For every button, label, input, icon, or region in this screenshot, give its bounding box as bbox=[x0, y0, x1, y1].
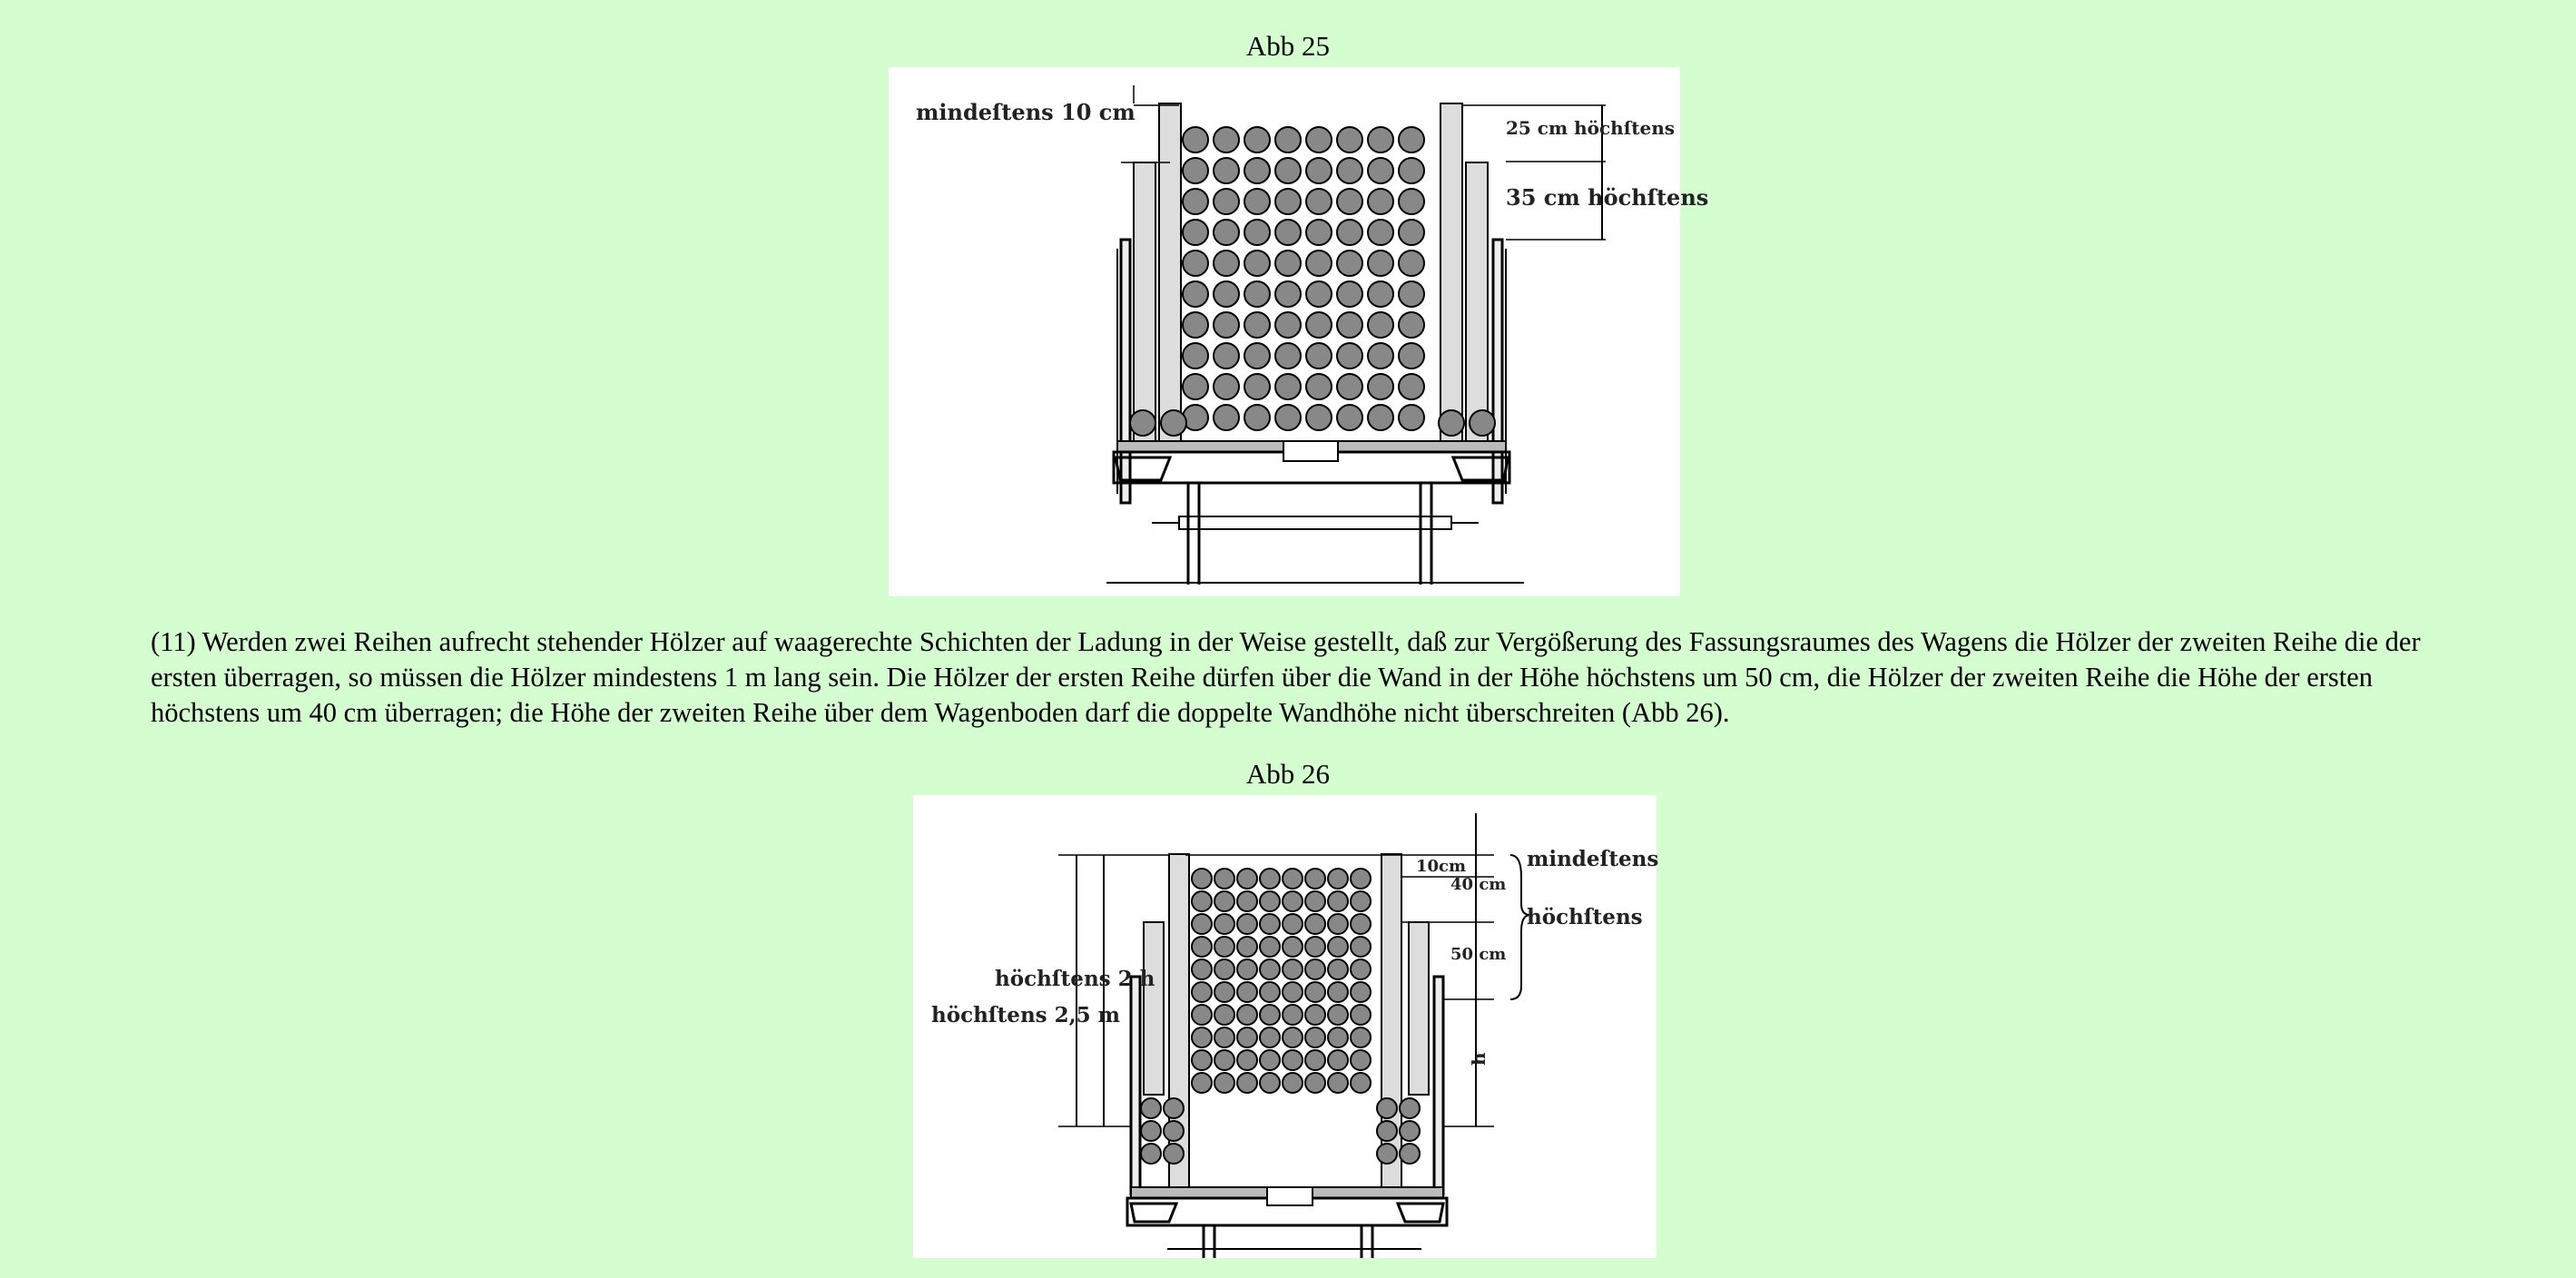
log-end bbox=[1283, 1073, 1303, 1093]
log-end bbox=[1244, 312, 1270, 338]
log-end bbox=[1260, 891, 1280, 911]
log-end bbox=[1275, 405, 1301, 430]
log-end bbox=[1237, 1073, 1257, 1093]
log-end bbox=[1351, 1027, 1371, 1047]
log-end bbox=[1237, 914, 1257, 934]
log-end bbox=[1214, 1050, 1234, 1070]
log-end bbox=[1260, 982, 1280, 1002]
label-10cm: 10cm bbox=[1416, 857, 1467, 876]
log-end bbox=[1141, 1144, 1161, 1164]
log-end bbox=[1260, 959, 1280, 979]
log-end bbox=[1275, 220, 1301, 245]
wagon-diagram-abb25 bbox=[889, 67, 1709, 596]
log-end bbox=[1237, 982, 1257, 1002]
log-end bbox=[1470, 410, 1495, 436]
label-mindestens: mindeſtens bbox=[1527, 847, 1659, 871]
log-end bbox=[1164, 1098, 1184, 1118]
log-end bbox=[1237, 1050, 1257, 1070]
label-min-10cm: mindeſtens 10 cm bbox=[916, 99, 1136, 125]
log-end bbox=[1337, 281, 1362, 307]
log-end bbox=[1351, 869, 1371, 889]
log-end bbox=[1183, 251, 1208, 276]
log-end bbox=[1275, 251, 1301, 276]
log-end bbox=[1368, 281, 1393, 307]
log-end bbox=[1244, 405, 1270, 430]
log-end bbox=[1328, 1073, 1348, 1093]
log-end bbox=[1141, 1098, 1161, 1118]
log-end bbox=[1351, 937, 1371, 957]
log-end bbox=[1283, 914, 1303, 934]
label-h: h bbox=[1468, 1052, 1490, 1066]
log-end bbox=[1214, 405, 1239, 430]
log-end bbox=[1328, 1050, 1348, 1070]
log-end bbox=[1399, 405, 1424, 430]
log-end bbox=[1306, 220, 1332, 245]
log-end bbox=[1399, 220, 1424, 245]
log-end bbox=[1337, 405, 1362, 430]
log-end bbox=[1275, 343, 1301, 369]
log-end bbox=[1260, 937, 1280, 957]
log-end bbox=[1399, 127, 1424, 152]
log-end bbox=[1283, 869, 1303, 889]
log-end bbox=[1400, 1098, 1420, 1118]
log-end bbox=[1214, 127, 1239, 152]
log-end bbox=[1337, 189, 1362, 214]
log-end bbox=[1214, 158, 1239, 183]
log-end bbox=[1130, 410, 1155, 436]
log-end bbox=[1328, 914, 1348, 934]
log-end bbox=[1237, 1027, 1257, 1047]
log-end bbox=[1260, 1027, 1280, 1047]
log-end bbox=[1399, 281, 1424, 307]
log-end bbox=[1399, 374, 1424, 399]
log-end bbox=[1305, 1073, 1325, 1093]
log-end bbox=[1214, 869, 1234, 889]
log-end bbox=[1283, 982, 1303, 1002]
label-25cm-max: 25 cm höchſtens bbox=[1506, 117, 1676, 139]
log-end bbox=[1244, 343, 1270, 369]
log-end bbox=[1192, 982, 1212, 1002]
log-end bbox=[1275, 189, 1301, 214]
label-40cm: 40 cm bbox=[1450, 875, 1507, 894]
log-end bbox=[1260, 1005, 1280, 1025]
log-end bbox=[1183, 158, 1208, 183]
log-end bbox=[1306, 405, 1332, 430]
log-end bbox=[1275, 312, 1301, 338]
log-end bbox=[1183, 220, 1208, 245]
log-end bbox=[1214, 343, 1239, 369]
log-end bbox=[1351, 1005, 1371, 1025]
log-end bbox=[1305, 959, 1325, 979]
log-end bbox=[1214, 982, 1234, 1002]
log-end bbox=[1214, 189, 1239, 214]
log-end bbox=[1260, 1050, 1280, 1070]
log-end bbox=[1306, 158, 1332, 183]
log-end bbox=[1275, 127, 1301, 152]
log-end bbox=[1306, 343, 1332, 369]
log-end bbox=[1192, 891, 1212, 911]
log-end bbox=[1214, 891, 1234, 911]
log-end bbox=[1183, 127, 1208, 152]
log-end bbox=[1306, 374, 1332, 399]
label-max-2-5m: höchſtens 2,5 m bbox=[931, 1003, 1120, 1027]
log-end bbox=[1337, 251, 1362, 276]
log-end bbox=[1260, 1073, 1280, 1093]
log-end bbox=[1368, 374, 1393, 399]
log-end bbox=[1237, 959, 1257, 979]
log-end bbox=[1214, 937, 1234, 957]
log-end bbox=[1337, 343, 1362, 369]
log-end bbox=[1275, 158, 1301, 183]
log-end bbox=[1183, 343, 1208, 369]
log-end bbox=[1164, 1144, 1184, 1164]
log-end bbox=[1305, 1005, 1325, 1025]
log-end bbox=[1305, 1050, 1325, 1070]
log-end bbox=[1399, 189, 1424, 214]
log-end bbox=[1351, 982, 1371, 1002]
log-end bbox=[1183, 281, 1208, 307]
log-end bbox=[1399, 343, 1424, 369]
log-end bbox=[1183, 312, 1208, 338]
log-end bbox=[1214, 281, 1239, 307]
log-end bbox=[1237, 1005, 1257, 1025]
log-end bbox=[1328, 959, 1348, 979]
log-end bbox=[1337, 158, 1362, 183]
log-end bbox=[1275, 374, 1301, 399]
log-end bbox=[1368, 343, 1393, 369]
log-end bbox=[1192, 914, 1212, 934]
log-end bbox=[1161, 410, 1186, 436]
log-end bbox=[1305, 1027, 1325, 1047]
log-end bbox=[1283, 959, 1303, 979]
log-end bbox=[1305, 891, 1325, 911]
label-max-2h: höchſtens 2 h bbox=[995, 967, 1155, 991]
log-end bbox=[1399, 251, 1424, 276]
log-end bbox=[1244, 220, 1270, 245]
log-end bbox=[1214, 220, 1239, 245]
log-end bbox=[1400, 1121, 1420, 1141]
log-end bbox=[1337, 312, 1362, 338]
log-end bbox=[1328, 982, 1348, 1002]
log-end bbox=[1192, 959, 1212, 979]
log-end bbox=[1214, 374, 1239, 399]
log-end bbox=[1351, 914, 1371, 934]
log-end bbox=[1351, 1073, 1371, 1093]
log-end bbox=[1275, 281, 1301, 307]
log-end bbox=[1306, 281, 1332, 307]
log-end bbox=[1351, 1050, 1371, 1070]
body-paragraph-11: (11) Werden zwei Reihen aufrecht stehender Hölzer auf waagerechte Schichten der Ladung in der Weise gestellt, daß zur Vergößerung des Fassungsraumes des Wagens die Hölzer der zweiten Reihe die der ersten überragen, so müssen die Hölzer mindestens 1 m lang sein. Die Hölzer der ersten Reihe dürfen über die Wand in der Höhe höchstens um 50 cm, die Hölzer der zweiten Reihe die Höhe der ersten höchstens um 40 cm überragen; die Höhe der zweiten Reihe über dem Wagenboden darf die doppelte Wandhöhe nicht überschreiten (Abb 26). bbox=[151, 626, 2421, 728]
log-end bbox=[1141, 1121, 1161, 1141]
log-end bbox=[1305, 937, 1325, 957]
label-hoechstens: höchſtens bbox=[1527, 905, 1643, 929]
log-end bbox=[1337, 127, 1362, 152]
log-end bbox=[1283, 1050, 1303, 1070]
log-end bbox=[1368, 158, 1393, 183]
log-end bbox=[1305, 982, 1325, 1002]
log-end bbox=[1368, 189, 1393, 214]
log-end bbox=[1351, 959, 1371, 979]
log-end bbox=[1244, 127, 1270, 152]
log-end bbox=[1244, 251, 1270, 276]
log-end bbox=[1377, 1144, 1397, 1164]
log-end bbox=[1337, 220, 1362, 245]
figure-abb26 bbox=[913, 795, 1657, 1258]
log-end bbox=[1237, 869, 1257, 889]
log-end bbox=[1377, 1098, 1397, 1118]
log-end bbox=[1237, 937, 1257, 957]
log-end bbox=[1244, 158, 1270, 183]
log-end bbox=[1244, 189, 1270, 214]
label-50cm: 50 cm bbox=[1450, 945, 1507, 964]
figure-caption-abb26: Abb 26 bbox=[1245, 758, 1331, 790]
log-end bbox=[1214, 1005, 1234, 1025]
log-end bbox=[1183, 374, 1208, 399]
log-end bbox=[1306, 312, 1332, 338]
log-end bbox=[1328, 891, 1348, 911]
log-end bbox=[1328, 869, 1348, 889]
log-end bbox=[1368, 220, 1393, 245]
log-end bbox=[1400, 1144, 1420, 1164]
log-end bbox=[1337, 374, 1362, 399]
label-35cm-max: 35 cm höchſtens bbox=[1506, 184, 1709, 211]
log-end bbox=[1214, 1027, 1234, 1047]
log-end bbox=[1283, 1005, 1303, 1025]
log-end bbox=[1192, 869, 1212, 889]
log-end bbox=[1192, 1027, 1212, 1047]
figure-abb25 bbox=[889, 67, 1709, 596]
log-end bbox=[1351, 891, 1371, 911]
log-end bbox=[1368, 127, 1393, 152]
log-end bbox=[1368, 405, 1393, 430]
log-end bbox=[1439, 410, 1464, 436]
log-end bbox=[1214, 312, 1239, 338]
log-end bbox=[1260, 914, 1280, 934]
log-end bbox=[1214, 959, 1234, 979]
log-end bbox=[1192, 1050, 1212, 1070]
log-end bbox=[1305, 914, 1325, 934]
log-end bbox=[1328, 1005, 1348, 1025]
log-end bbox=[1399, 158, 1424, 183]
log-end bbox=[1283, 1027, 1303, 1047]
log-end bbox=[1306, 251, 1332, 276]
log-end bbox=[1368, 251, 1393, 276]
log-end bbox=[1305, 869, 1325, 889]
log-end bbox=[1399, 312, 1424, 338]
log-end bbox=[1214, 914, 1234, 934]
log-end bbox=[1377, 1121, 1397, 1141]
log-end bbox=[1183, 189, 1208, 214]
figure-caption-abb25: Abb 25 bbox=[1245, 30, 1331, 62]
log-end bbox=[1283, 891, 1303, 911]
log-end bbox=[1214, 1073, 1234, 1093]
log-end bbox=[1164, 1121, 1184, 1141]
log-end bbox=[1306, 127, 1332, 152]
log-end bbox=[1328, 937, 1348, 957]
log-end bbox=[1368, 312, 1393, 338]
log-end bbox=[1306, 189, 1332, 214]
log-end bbox=[1244, 281, 1270, 307]
log-end bbox=[1192, 937, 1212, 957]
log-end bbox=[1192, 1005, 1212, 1025]
log-end bbox=[1328, 1027, 1348, 1047]
log-end bbox=[1192, 1073, 1212, 1093]
log-end bbox=[1260, 869, 1280, 889]
log-end bbox=[1244, 374, 1270, 399]
log-end bbox=[1237, 891, 1257, 911]
wagon-diagram-abb26 bbox=[913, 795, 1657, 1258]
log-end bbox=[1214, 251, 1239, 276]
log-end bbox=[1283, 937, 1303, 957]
